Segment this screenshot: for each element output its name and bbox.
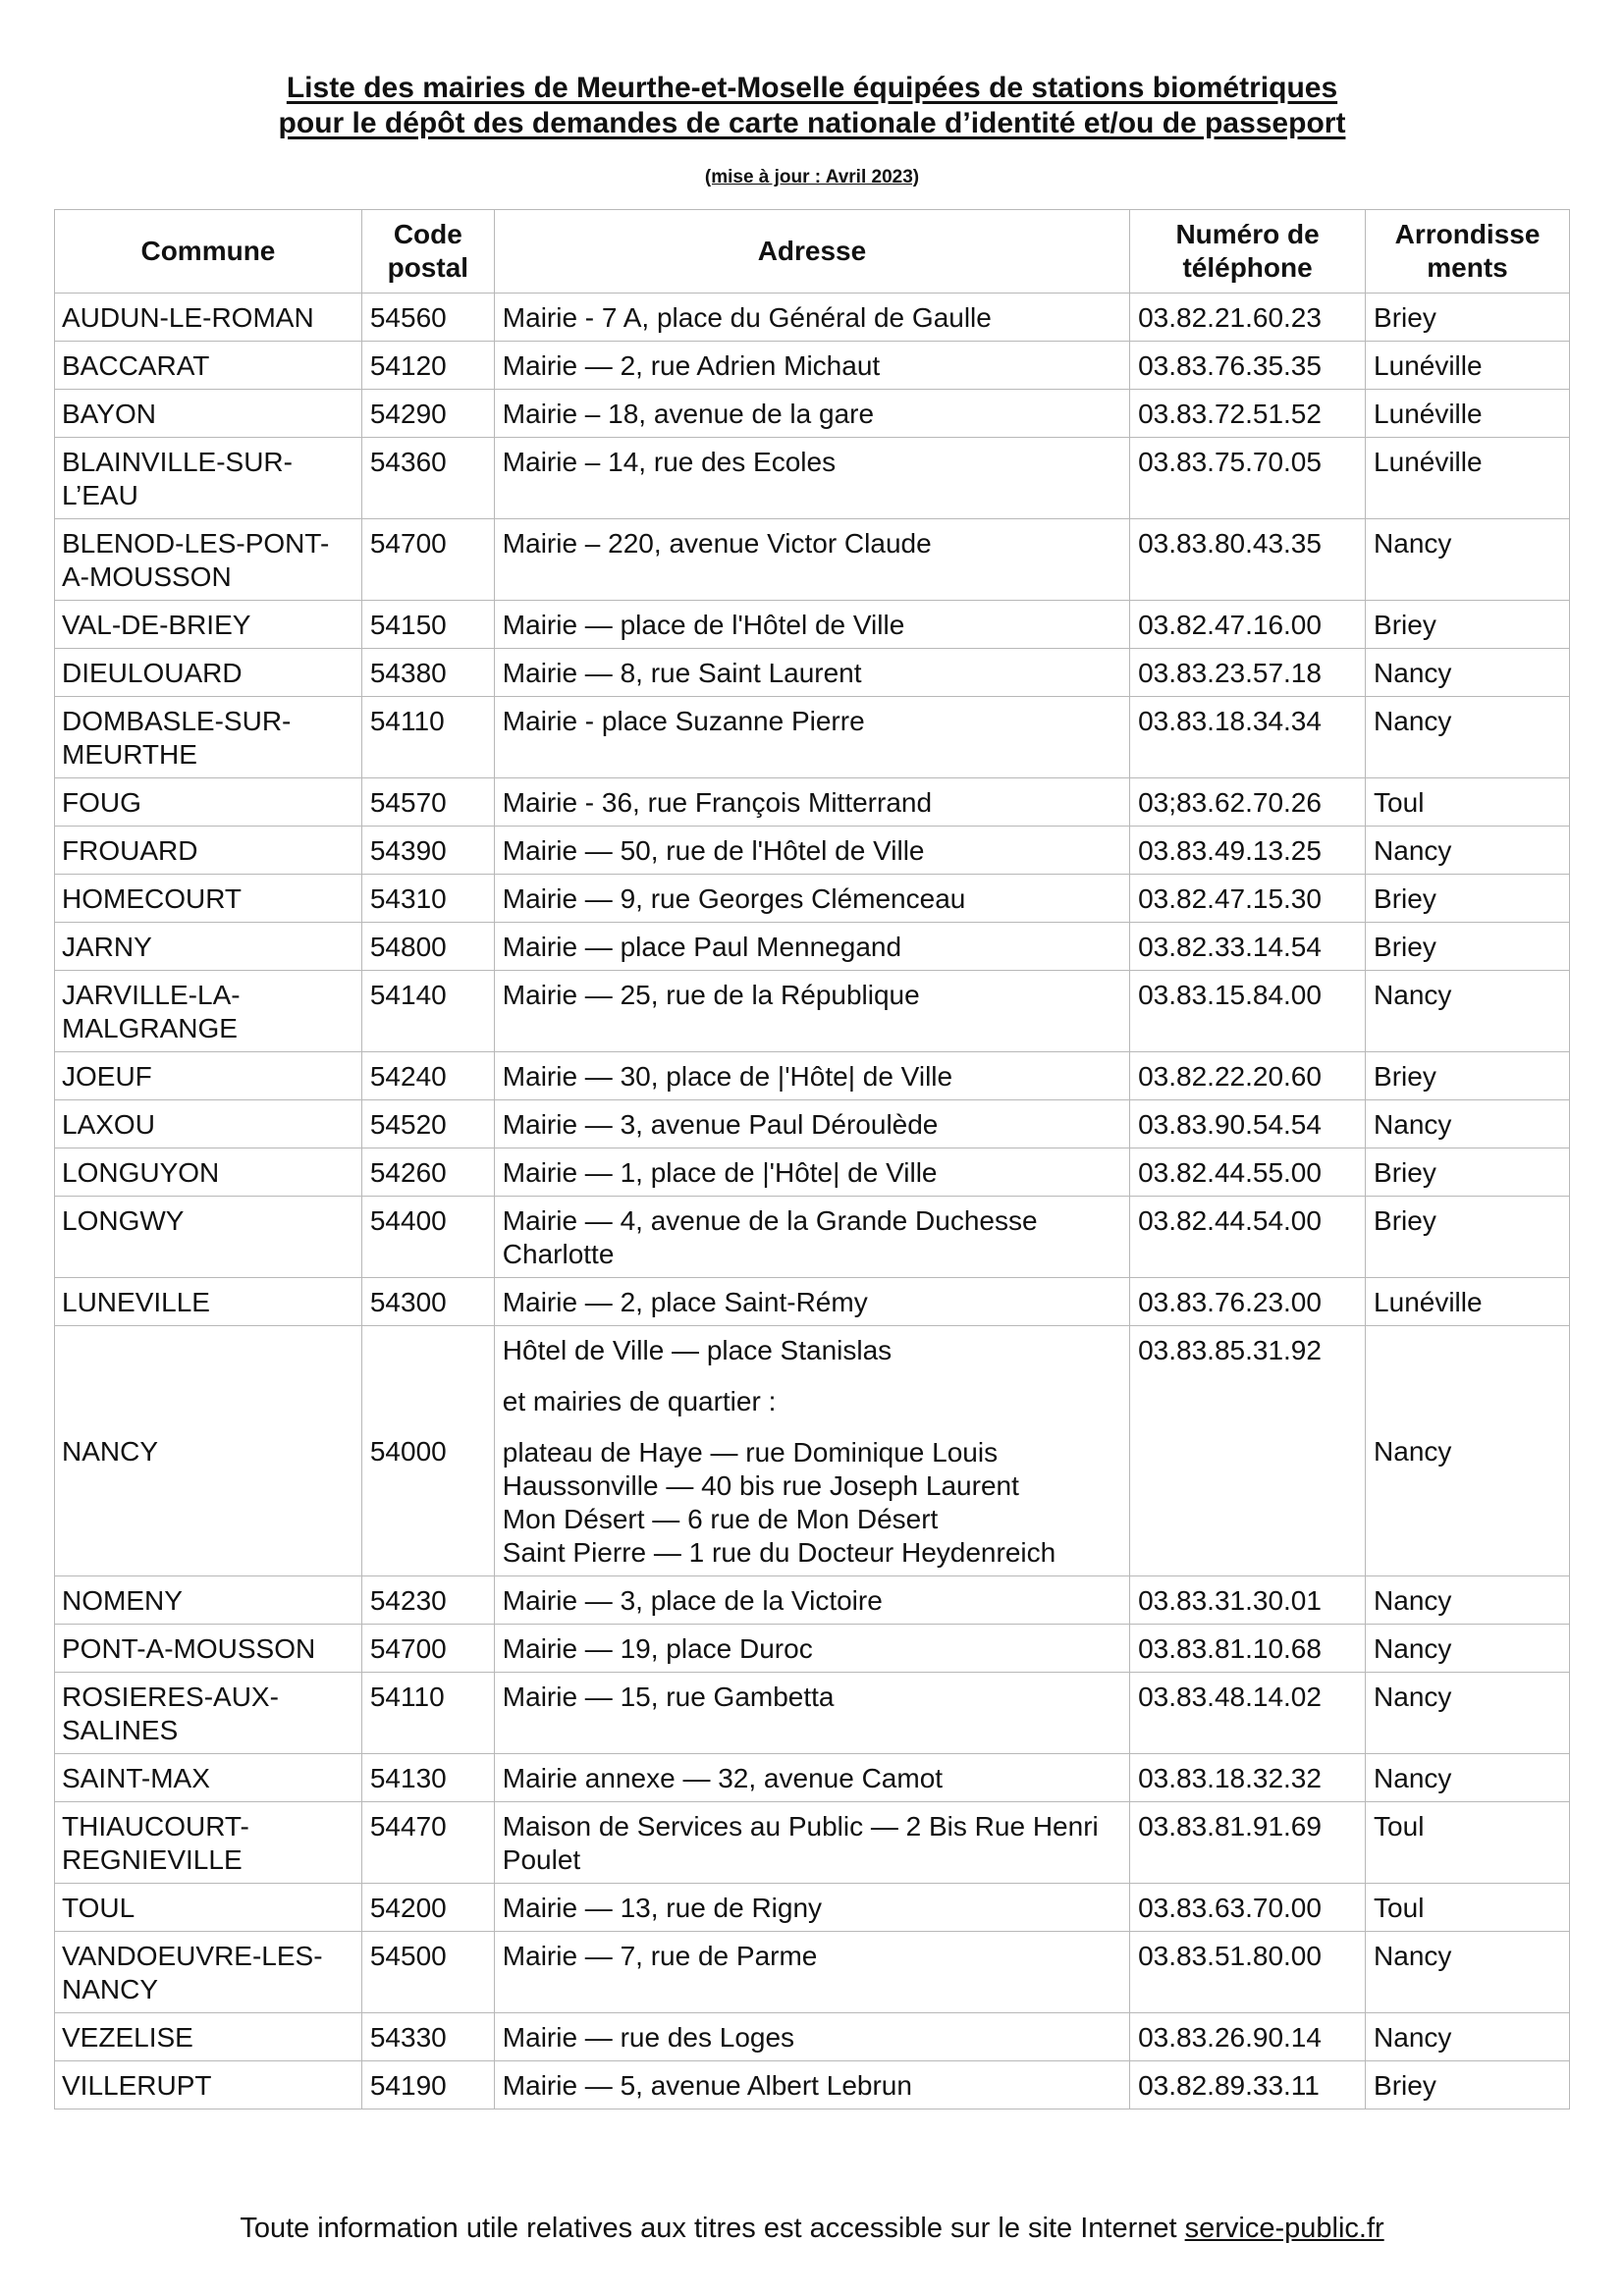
- adresse-cell: Mairie — 25, rue de la République: [494, 971, 1129, 1052]
- arrondissement-cell: Toul: [1366, 1802, 1570, 1884]
- table-body: [55, 294, 1570, 2109]
- telephone-cell: 03.83.18.34.34: [1130, 697, 1366, 778]
- code-postal-cell: 54110: [361, 697, 494, 778]
- code-postal-cell: 54560: [361, 294, 494, 342]
- commune-cell: AUDUN-LE-ROMAN: [55, 294, 362, 342]
- table-row: [55, 601, 1570, 649]
- table-row: [55, 390, 1570, 438]
- table-row: [55, 649, 1570, 697]
- arrondissement-cell: Nancy: [1366, 1576, 1570, 1625]
- header-telephone: [1130, 210, 1366, 294]
- commune-cell: FOUG: [55, 778, 362, 827]
- nancy-quartier-address: Saint Pierre — 1 rue du Docteur Heydenreich: [502, 1537, 1056, 1568]
- adresse-cell: Mairie - 36, rue François Mitterrand: [494, 778, 1129, 827]
- code-postal-cell: 54000: [361, 1326, 494, 1576]
- code-postal-cell: 54470: [361, 1802, 494, 1884]
- table-row: [55, 1754, 1570, 1802]
- arrondissement-cell: Lunéville: [1366, 438, 1570, 519]
- table-row: [55, 827, 1570, 875]
- arrondissement-cell: Nancy: [1366, 1625, 1570, 1673]
- telephone-cell: 03.83.76.23.00: [1130, 1278, 1366, 1326]
- commune-cell: SAINT-MAX: [55, 1754, 362, 1802]
- arrondissement-cell: Nancy: [1366, 2013, 1570, 2061]
- commune-cell: NANCY: [55, 1326, 362, 1576]
- telephone-cell: 03.83.48.14.02: [1130, 1673, 1366, 1754]
- adresse-cell: Mairie — rue des Loges: [494, 2013, 1129, 2061]
- arrondissement-cell: Toul: [1366, 778, 1570, 827]
- title-line-2: pour le dépôt des demandes de carte nationale d’identité et/ou de passeport: [278, 107, 1346, 139]
- nancy-quartier-intro: et mairies de quartier :: [502, 1386, 777, 1416]
- arrondissement-cell: Nancy: [1366, 1932, 1570, 2013]
- telephone-cell: 03.83.90.54.54: [1130, 1100, 1366, 1148]
- arrondissement-cell: Nancy: [1366, 1673, 1570, 1754]
- commune-cell: TOUL: [55, 1884, 362, 1932]
- commune-cell: VILLERUPT: [55, 2061, 362, 2109]
- code-postal-cell: 54230: [361, 1576, 494, 1625]
- code-postal-cell: 54140: [361, 971, 494, 1052]
- commune-cell: DOMBASLE-SUR-MEURTHE: [55, 697, 362, 778]
- commune-cell: VAL-DE-BRIEY: [55, 601, 362, 649]
- adresse-cell: Maison de Services au Public — 2 Bis Rue Henri Poulet: [494, 1802, 1129, 1884]
- adresse-cell: Mairie — 13, rue de Rigny: [494, 1884, 1129, 1932]
- arrondissement-cell: Briey: [1366, 923, 1570, 971]
- nancy-quartier-address: Haussonville — 40 bis rue Joseph Laurent: [502, 1470, 1019, 1501]
- commune-cell: BLENOD-LES-PONT-A-MOUSSON: [55, 519, 362, 601]
- arrondissement-cell: Briey: [1366, 875, 1570, 923]
- adresse-cell: Mairie — 8, rue Saint Laurent: [494, 649, 1129, 697]
- code-postal-cell: 54380: [361, 649, 494, 697]
- commune-cell: LAXOU: [55, 1100, 362, 1148]
- table-row: [55, 1148, 1570, 1197]
- adresse-cell: Mairie — 9, rue Georges Clémenceau: [494, 875, 1129, 923]
- telephone-cell: 03.82.44.55.00: [1130, 1148, 1366, 1197]
- code-postal-cell: 54200: [361, 1884, 494, 1932]
- telephone-cell: 03.83.26.90.14: [1130, 2013, 1366, 2061]
- telephone-cell: 03.83.81.91.69: [1130, 1802, 1366, 1884]
- telephone-cell: 03.82.47.16.00: [1130, 601, 1366, 649]
- commune-cell: BLAINVILLE-SUR-L’EAU: [55, 438, 362, 519]
- arrondissement-cell: Nancy: [1366, 649, 1570, 697]
- header-tel-line2: téléphone: [1182, 252, 1313, 283]
- adresse-cell: Mairie — 4, avenue de la Grande Duchesse Charlotte: [494, 1197, 1129, 1278]
- header-code-line2: postal: [387, 252, 469, 283]
- footer-note: [0, 2213, 1624, 2245]
- table-row: [55, 1884, 1570, 1932]
- code-postal-cell: 54130: [361, 1754, 494, 1802]
- table-row: [55, 519, 1570, 601]
- telephone-cell: 03.82.89.33.11: [1130, 2061, 1366, 2109]
- code-postal-cell: 54700: [361, 1625, 494, 1673]
- table-row: [55, 697, 1570, 778]
- nancy-quartier-address: Mon Désert — 6 rue de Mon Désert: [502, 1504, 939, 1534]
- adresse-cell: [494, 1326, 1129, 1576]
- code-postal-cell: 54330: [361, 2013, 494, 2061]
- code-postal-cell: 54520: [361, 1100, 494, 1148]
- telephone-cell: 03.83.85.31.92: [1130, 1326, 1366, 1576]
- header-code-postal: [361, 210, 494, 294]
- code-postal-cell: 54150: [361, 601, 494, 649]
- commune-cell: JARVILLE-LA-MALGRANGE: [55, 971, 362, 1052]
- table-row: [55, 294, 1570, 342]
- table-row: [55, 778, 1570, 827]
- table-row: [55, 1802, 1570, 1884]
- telephone-cell: 03.82.22.20.60: [1130, 1052, 1366, 1100]
- code-postal-cell: 54360: [361, 438, 494, 519]
- arrondissement-cell: Nancy: [1366, 519, 1570, 601]
- table-row: [55, 1197, 1570, 1278]
- arrondissement-cell: Briey: [1366, 1052, 1570, 1100]
- arrondissement-cell: Lunéville: [1366, 342, 1570, 390]
- telephone-cell: 03.83.81.10.68: [1130, 1625, 1366, 1673]
- header-commune: Commune: [55, 210, 362, 294]
- commune-cell: JARNY: [55, 923, 362, 971]
- adresse-cell: Mairie — place Paul Mennegand: [494, 923, 1129, 971]
- arrondissement-cell: Briey: [1366, 2061, 1570, 2109]
- telephone-cell: 03.82.21.60.23: [1130, 294, 1366, 342]
- adresse-cell: Mairie annexe — 32, avenue Camot: [494, 1754, 1129, 1802]
- table-row: [55, 1576, 1570, 1625]
- adresse-cell: Mairie — 7, rue de Parme: [494, 1932, 1129, 2013]
- adresse-cell: Mairie - 7 A, place du Général de Gaulle: [494, 294, 1129, 342]
- code-postal-cell: 54310: [361, 875, 494, 923]
- table-row: [55, 1673, 1570, 1754]
- arrondissement-cell: Nancy: [1366, 1326, 1570, 1576]
- telephone-cell: 03;83.62.70.26: [1130, 778, 1366, 827]
- code-postal-cell: 54400: [361, 1197, 494, 1278]
- header-adresse: Adresse: [494, 210, 1129, 294]
- commune-cell: JOEUF: [55, 1052, 362, 1100]
- arrondissement-cell: Briey: [1366, 1148, 1570, 1197]
- arrondissement-cell: Briey: [1366, 601, 1570, 649]
- arrondissement-cell: Briey: [1366, 1197, 1570, 1278]
- adresse-cell: Mairie — 15, rue Gambetta: [494, 1673, 1129, 1754]
- commune-cell: ROSIERES-AUX-SALINES: [55, 1673, 362, 1754]
- telephone-cell: 03.83.51.80.00: [1130, 1932, 1366, 2013]
- arrondissement-cell: Lunéville: [1366, 1278, 1570, 1326]
- commune-cell: BAYON: [55, 390, 362, 438]
- adresse-cell: Mairie — 5, avenue Albert Lebrun: [494, 2061, 1129, 2109]
- telephone-cell: 03.83.63.70.00: [1130, 1884, 1366, 1932]
- commune-cell: HOMECOURT: [55, 875, 362, 923]
- telephone-cell: 03.83.31.30.01: [1130, 1576, 1366, 1625]
- code-postal-cell: 54120: [361, 342, 494, 390]
- telephone-cell: 03.83.76.35.35: [1130, 342, 1366, 390]
- table-row: [55, 1052, 1570, 1100]
- code-postal-cell: 54190: [361, 2061, 494, 2109]
- table-header-row: [55, 210, 1570, 294]
- telephone-cell: 03.82.33.14.54: [1130, 923, 1366, 971]
- telephone-cell: 03.82.47.15.30: [1130, 875, 1366, 923]
- adresse-cell: Mairie — 1, place de |'Hôte| de Ville: [494, 1148, 1129, 1197]
- code-postal-cell: 54390: [361, 827, 494, 875]
- table-row: [55, 923, 1570, 971]
- table-row: [55, 971, 1570, 1052]
- code-postal-cell: 54500: [361, 1932, 494, 2013]
- document-title: [0, 71, 1624, 141]
- commune-cell: PONT-A-MOUSSON: [55, 1625, 362, 1673]
- telephone-cell: 03.83.49.13.25: [1130, 827, 1366, 875]
- telephone-cell: 03.83.15.84.00: [1130, 971, 1366, 1052]
- code-postal-cell: 54800: [361, 923, 494, 971]
- commune-cell: VANDOEUVRE-LES-NANCY: [55, 1932, 362, 2013]
- service-public-link[interactable]: service-public.fr: [1184, 2213, 1384, 2244]
- adresse-cell: Mairie — 30, place de |'Hôte| de Ville: [494, 1052, 1129, 1100]
- arrondissement-cell: Nancy: [1366, 827, 1570, 875]
- table-row: [55, 1100, 1570, 1148]
- commune-cell: DIEULOUARD: [55, 649, 362, 697]
- table-row: [55, 2061, 1570, 2109]
- adresse-cell: Mairie — 3, place de la Victoire: [494, 1576, 1129, 1625]
- code-postal-cell: 54110: [361, 1673, 494, 1754]
- commune-cell: LONGUYON: [55, 1148, 362, 1197]
- commune-cell: VEZELISE: [55, 2013, 362, 2061]
- update-date: (mise à jour : Avril 2023): [704, 167, 920, 187]
- commune-cell: LUNEVILLE: [55, 1278, 362, 1326]
- table-row: [55, 342, 1570, 390]
- adresse-cell: Mairie — 2, rue Adrien Michaut: [494, 342, 1129, 390]
- header-arr-line1: Arrondisse: [1394, 219, 1541, 249]
- code-postal-cell: 54570: [361, 778, 494, 827]
- adresse-cell: Mairie — 19, place Duroc: [494, 1625, 1129, 1673]
- table-row: [55, 1625, 1570, 1673]
- nancy-main-address: Hôtel de Ville — place Stanislas: [502, 1335, 893, 1365]
- adresse-cell: Mairie — 3, avenue Paul Déroulède: [494, 1100, 1129, 1148]
- arrondissement-cell: Toul: [1366, 1884, 1570, 1932]
- arrondissement-cell: Nancy: [1366, 1754, 1570, 1802]
- arrondissement-cell: Nancy: [1366, 1100, 1570, 1148]
- table-row: [55, 438, 1570, 519]
- adresse-cell: Mairie – 14, rue des Ecoles: [494, 438, 1129, 519]
- arrondissement-cell: Lunéville: [1366, 390, 1570, 438]
- arrondissement-cell: Nancy: [1366, 971, 1570, 1052]
- arrondissement-cell: Nancy: [1366, 697, 1570, 778]
- table-row: [55, 875, 1570, 923]
- code-postal-cell: 54260: [361, 1148, 494, 1197]
- title-line-1: Liste des mairies de Meurthe-et-Moselle équipées de stations biométriques: [286, 72, 1338, 104]
- commune-cell: LONGWY: [55, 1197, 362, 1278]
- mairies-table: [54, 209, 1570, 2109]
- adresse-cell: Mairie — place de l'Hôtel de Ville: [494, 601, 1129, 649]
- adresse-cell: Mairie – 220, avenue Victor Claude: [494, 519, 1129, 601]
- table-row: [55, 1932, 1570, 2013]
- nancy-quartier-address: plateau de Haye — rue Dominique Louis: [502, 1437, 999, 1468]
- code-postal-cell: 54300: [361, 1278, 494, 1326]
- adresse-cell: Mairie - place Suzanne Pierre: [494, 697, 1129, 778]
- commune-cell: NOMENY: [55, 1576, 362, 1625]
- adresse-cell: Mairie — 50, rue de l'Hôtel de Ville: [494, 827, 1129, 875]
- adresse-cell: Mairie – 18, avenue de la gare: [494, 390, 1129, 438]
- header-tel-line1: Numéro de: [1175, 219, 1320, 249]
- code-postal-cell: 54290: [361, 390, 494, 438]
- telephone-cell: 03.83.80.43.35: [1130, 519, 1366, 601]
- table-row: [55, 2013, 1570, 2061]
- arrondissement-cell: Briey: [1366, 294, 1570, 342]
- commune-cell: BACCARAT: [55, 342, 362, 390]
- telephone-cell: 03.82.44.54.00: [1130, 1197, 1366, 1278]
- header-arrondissements: [1366, 210, 1570, 294]
- code-postal-cell: 54240: [361, 1052, 494, 1100]
- header-arr-line2: ments: [1427, 252, 1508, 283]
- commune-cell: THIAUCOURT-REGNIEVILLE: [55, 1802, 362, 1884]
- telephone-cell: 03.83.18.32.32: [1130, 1754, 1366, 1802]
- telephone-cell: 03.83.23.57.18: [1130, 649, 1366, 697]
- footer-text: Toute information utile relatives aux titres est accessible sur le site Internet: [240, 2213, 1185, 2244]
- table-row: [55, 1278, 1570, 1326]
- table-row-nancy: [55, 1326, 1570, 1576]
- header-code-line1: Code: [393, 219, 462, 249]
- adresse-cell: Mairie — 2, place Saint-Rémy: [494, 1278, 1129, 1326]
- code-postal-cell: 54700: [361, 519, 494, 601]
- commune-cell: FROUARD: [55, 827, 362, 875]
- telephone-cell: 03.83.72.51.52: [1130, 390, 1366, 438]
- telephone-cell: 03.83.75.70.05: [1130, 438, 1366, 519]
